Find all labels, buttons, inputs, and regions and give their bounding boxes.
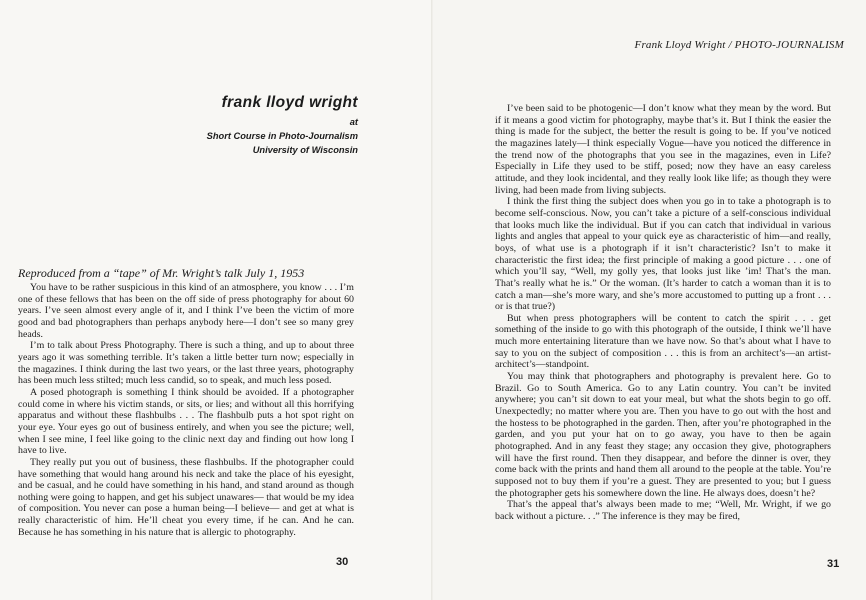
- body-paragraph: I’ve been said to be photogenic—I don’t know what they mean by the word. But if it means a good victim for photography, maybe that’s it. But I think the easier the thing is made for the subject, the better the result is going to be. If you’ve noticed the magazines lately—I think especially Vogue—have you noticed the difference in the trend now of the photographs that you see in the magazines, even in Life? Especially in Life they used to be stiff, posed; now they have an easy careless attitude, and they look incidental, and they really look like life; as though they were living, had been made from living subjects.: [495, 103, 831, 196]
- body-paragraph: But when press photographers will be content to catch the spirit . . . get something of the inside to go with this photograph of the outside, I think we’ll have much more entertaining literature than we have now. So that’s about what I have to say to you on the subject of composition . . . this is from an architect’s—an artist-architect’s—standpoint.: [495, 312, 831, 371]
- left-body-text: [18, 282, 354, 538]
- body-paragraph: You have to be rather suspicious in this kind of an atmosphere, you know . . . I’m one of these fellows that has been on the off side of press photography for about 60 years. I’ve seen almost every angle of it, and I think I’ve been the victim of more good and bad photographers than perhaps anybody here—I don’t see so many grey heads.: [18, 282, 354, 340]
- body-paragraph: I’m to talk about Press Photography. There is such a thing, and up to about three years ago it was something terrible. It’s taken a little better turn now; especially in the magazines. I think during the last two years, or the last three years, photography has been much less stilted; much less candid, so to speak, and much less posed.: [18, 340, 354, 387]
- subtitle-university: University of Wisconsin: [252, 145, 358, 155]
- subtitle-course: Short Course in Photo-Journalism: [206, 131, 358, 141]
- right-body-text: [495, 103, 831, 523]
- body-paragraph: They really put you out of business, these flashbulbs. If the photographer could have something that would hang around his neck and take the place of his eyesight, and be casual, and he could have something in his hand, and stand around as though nothing were going to happen, and get his subject unawares— that would be my idea of composition. You never can pose a human being—I believe— and get at what is really characteristic of him. He’ll cheat you every time, if he can. And he can. Because he has something in his nature that is allergic to photography.: [18, 456, 354, 538]
- body-paragraph: I think the first thing the subject does when you go in to take a photograph is to become self-conscious. Now, you can’t take a picture of a self-conscious individual that looks much like the individual. But if you can catch that individual in various lights and angles that appeal to your quick eye as characteristic of him—and really, boys, of what use is a photograph if it isn’t characteristic? Isn’t to make it characteristic the first idea; the first principle of making a good picture . . . one of which you’ll say, “Well, my golly yes, that looks just like ’im! That’s the man. That’s really what he is.” Or the woman. (It’s harder to catch a woman than it is to catch a man—she’s more wary, and she’s more accustomed to putting up a front . . . or is that true?): [495, 196, 831, 313]
- reproduced-note: Reproduced from a “tape” of Mr. Wright’s talk July 1, 1953: [18, 266, 305, 280]
- article-title: frank lloyd wright: [221, 94, 358, 111]
- running-header: Frank Lloyd Wright / PHOTO-JOURNALISM: [634, 39, 844, 51]
- right-page: [433, 0, 866, 600]
- page-number-right: 31: [827, 558, 840, 570]
- body-paragraph: That’s the appeal that’s always been made to me; “Well, Mr. Wright, if we go back without a picture. . .” The inference is they may be fired,: [495, 499, 831, 522]
- subtitle-at: at: [349, 117, 358, 127]
- body-paragraph: A posed photograph is something I think should be avoided. If a photographer could come in where his victim stands, or sits, or lies; and without all this horrifying apparatus and without these flashbulbs . . . The flashbulb puts a hot spot right on your eye. Your eyes go out of business entirely, and when you see the picture; well, when I see mine, I feel like going to the clinic next day and finding out how long I have to live.: [18, 386, 354, 457]
- body-paragraph: You may think that photographers and photography is prevalent here. Go to Brazil. Go to South America. Go to any Latin country. You can’t be invited anywhere; you can’t sit down to eat your meal, but what the shots begin to go off. Unexpectedly; no matter where you are. Then you have to go out with the host and the hostess to be photographed in the garden. Then, after you’re photographed in the garden, and you put your hat on to go away, you have to then be again photographed. And in any feast they stage; any occasion they give, photographers will have the first round. Then they disappear, and before the dinner is over, they come back with the prints and hand them all around to the people at the table. You’re supposed not to buy them if you’re a guest. They are presented to you; but I guess the photographer gets his somewhere down the line. He always does, doesn’t he?: [495, 371, 831, 499]
- article-title-block: [150, 94, 358, 157]
- page-number-left: 30: [336, 556, 349, 568]
